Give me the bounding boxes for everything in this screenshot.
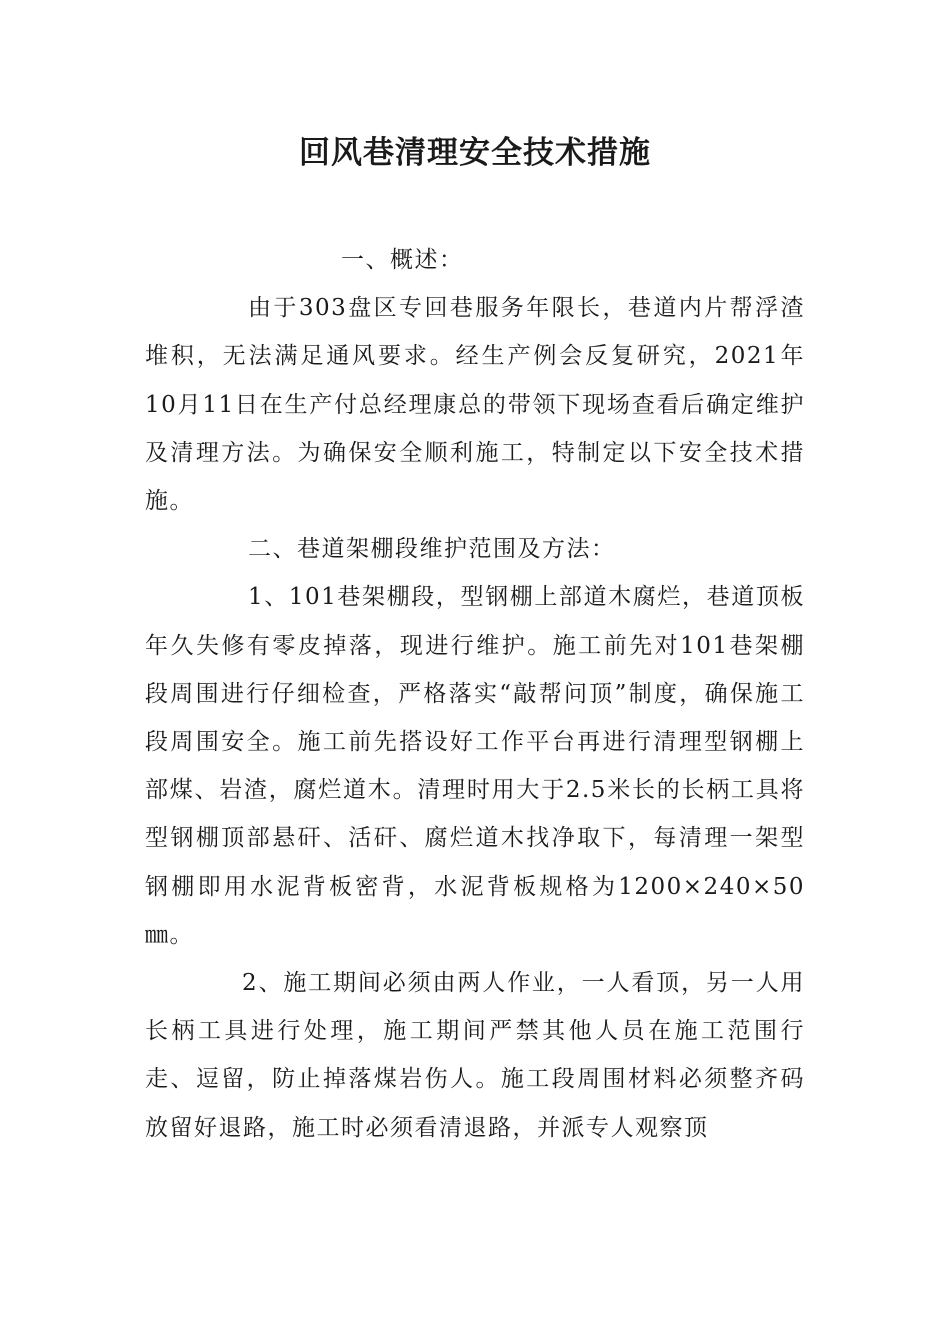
paragraph-maintenance-2: 2、施工期间必须由两人作业，一人看顶，另一人用长柄工具进行处理，施工期间严禁其他人员在施工范围行走、逗留，防止掉落煤岩伤人。施工段周围材料必须整齐码放留好退路，施工时必须看清退路，并派专人观察顶: [145, 970, 805, 1141]
document-title: 回风巷清理安全技术措施: [299, 135, 651, 171]
section-heading-overview: 一、概述：: [341, 247, 464, 273]
document-body: [145, 236, 805, 1152]
paragraph-overview: 由于303盘区专回巷服务年限长，巷道内片帮浮渣堆积，无法满足通风要求。经生产例会反复研究，2021年10月11日在生产付总经理康总的带领下现场查看后确定维护及清理方法。为确保安全顺利施工，特制定以下安全技术措施。: [145, 295, 805, 515]
section-heading-maintenance: 二、巷道架棚段维护范围及方法：: [248, 536, 616, 563]
paragraph-maintenance-1: 1、101巷架棚段，型钢棚上部道木腐烂，巷道顶板年久失修有零皮掉落，现进行维护。施工前先对101巷架棚段周围进行仔细检查，严格落实“敲帮问顶”制度，确保施工段周围安全。施工前先搭设好工作平台再进行清理型钢棚上部煤、岩渣，腐烂道木。清理时用大于2.5米长的长柄工具将型钢棚顶部悬矸、活矸、腐烂道木找净取下，每清理一架型钢棚即用水泥背板密背，水泥背板规格为1200×240×50㎜。: [145, 584, 805, 948]
